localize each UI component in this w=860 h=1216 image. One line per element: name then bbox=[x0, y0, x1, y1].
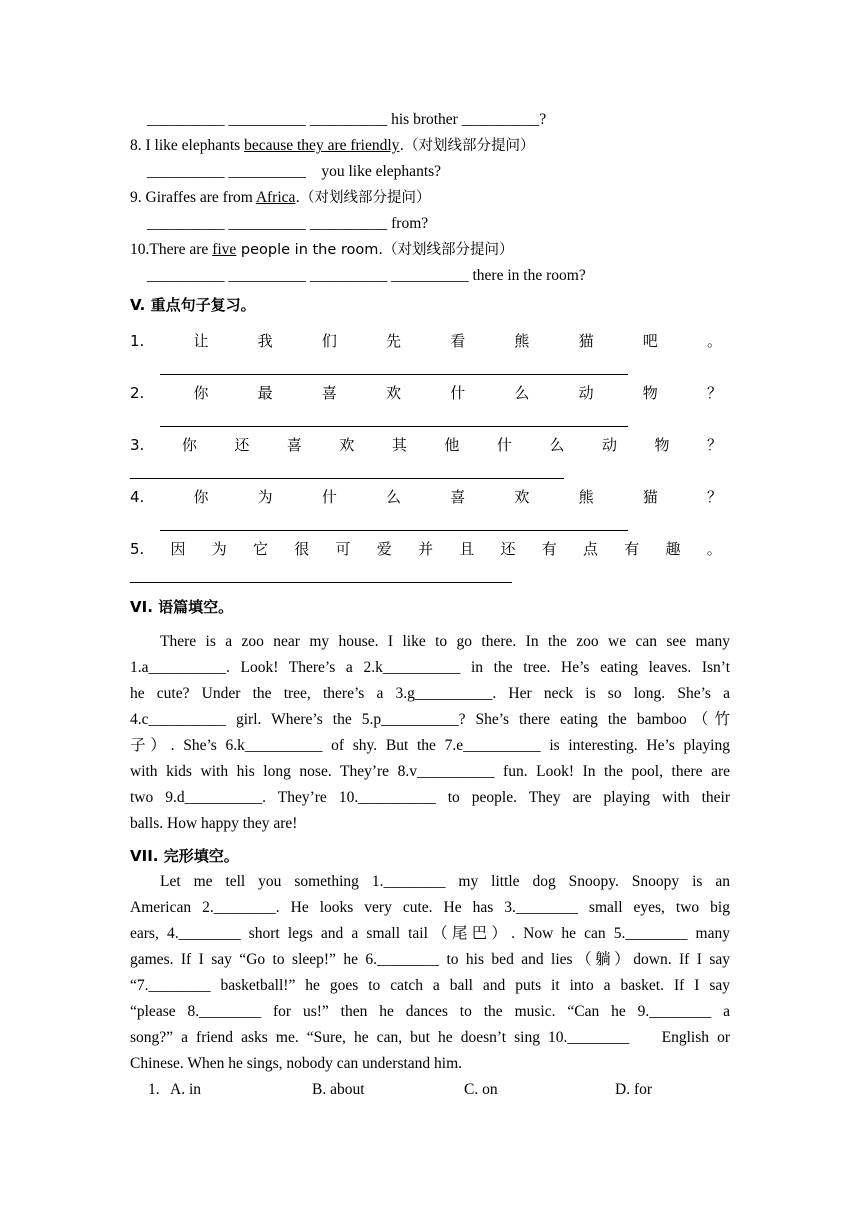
sentence-3 bbox=[130, 432, 722, 458]
sentence-char: 为 bbox=[211, 540, 227, 558]
sentence-number: 2. bbox=[130, 384, 145, 402]
q8-pre-text: I like elephants bbox=[145, 137, 245, 154]
q8-underlined: because they are friendly bbox=[244, 137, 400, 154]
sentence-char: 欢 bbox=[514, 488, 530, 506]
sentence-char: 喜 bbox=[450, 488, 466, 506]
section-v-title: V. 重点句子复习。 bbox=[130, 296, 256, 314]
q9-underlined: Africa bbox=[255, 189, 296, 206]
sentence-char: ？ bbox=[706, 384, 722, 402]
passage-line: he cute? Under the tree, there’s a 3.g__________. Her neck is so long. She’s a bbox=[130, 685, 730, 702]
cloze-line: American 2.________. He looks very cute. He has 3.________ small eyes, two big bbox=[130, 899, 730, 916]
sentence-char: 熊 bbox=[578, 488, 594, 506]
q8-number: 8. bbox=[130, 137, 142, 154]
answer-rule bbox=[160, 530, 628, 531]
cloze-line: Chinese. When he sings, nobody can understand him. bbox=[130, 1055, 463, 1072]
cloze-line: “please 8.________ for us!” then he dances to the music. “Can he 9.________ a bbox=[130, 1003, 730, 1020]
sentence-char: ？ bbox=[706, 436, 722, 454]
answer-rule bbox=[160, 426, 628, 427]
sentence-char: 猫 bbox=[642, 488, 658, 506]
sentence-char: 么 bbox=[514, 384, 530, 402]
sentence-char: 你 bbox=[193, 488, 209, 506]
sentence-char: 猫 bbox=[578, 332, 594, 350]
sentence-char: 趣 bbox=[665, 540, 681, 558]
passage-line: 子）. She’s 6.k__________ of shy. But the 7.e__________ is interesting. He’s playing bbox=[130, 737, 730, 754]
sentence-char: 欢 bbox=[339, 436, 355, 454]
cloze-line: ears, 4.________ short legs and a small tail（尾巴）. Now he can 5.________ many bbox=[130, 925, 730, 942]
option-number: 1. bbox=[148, 1081, 160, 1098]
sentence-number: 3. bbox=[130, 436, 145, 454]
passage-line: balls. How happy they are! bbox=[130, 815, 298, 832]
sentence-char: 什 bbox=[450, 384, 466, 402]
sentence-char: 先 bbox=[386, 332, 402, 350]
q10-answer-line: __________ __________ __________ __________ there in the room? bbox=[147, 267, 586, 284]
q9-question bbox=[130, 185, 730, 211]
q9-pre-text: Giraffes are from bbox=[145, 189, 256, 206]
sentence-char: 喜 bbox=[286, 436, 302, 454]
answer-rule bbox=[160, 374, 628, 375]
sentence-char: 欢 bbox=[386, 384, 402, 402]
q7-answer-line: __________ __________ __________ his brother __________? bbox=[147, 111, 547, 128]
answer-rule bbox=[130, 478, 564, 479]
sentence-char: 有 bbox=[541, 540, 557, 558]
sentence-char: 物 bbox=[642, 384, 658, 402]
q10-pre-text: There are bbox=[149, 241, 213, 258]
sentence-char: 看 bbox=[450, 332, 466, 350]
sentence-4 bbox=[130, 484, 722, 510]
sentence-number: 5. bbox=[130, 540, 145, 558]
sentence-char: 什 bbox=[496, 436, 512, 454]
sentence-char: 还 bbox=[500, 540, 516, 558]
sentence-char: 让 bbox=[193, 332, 209, 350]
sentence-char: 么 bbox=[386, 488, 402, 506]
sentence-char: 点 bbox=[583, 540, 599, 558]
sentence-char: ？ bbox=[706, 488, 722, 506]
passage-line: 1.a__________. Look! There’s a 2.k__________ in the tree. He’s eating leaves. Isn’t bbox=[130, 659, 730, 676]
section-vi-title: VI. 语篇填空。 bbox=[130, 598, 234, 616]
sentence-char: 动 bbox=[578, 384, 594, 402]
answer-rule bbox=[130, 582, 512, 583]
q10-question bbox=[130, 237, 730, 263]
sentence-char: 有 bbox=[624, 540, 640, 558]
sentence-char: 它 bbox=[253, 540, 269, 558]
sentence-char: 动 bbox=[601, 436, 617, 454]
passage-line: two 9.d__________. They’re 10.__________ to people. They are playing with their bbox=[130, 789, 730, 806]
sentence-char: 爱 bbox=[376, 540, 392, 558]
passage-line: with kids with his long nose. They’re 8.v__________ fun. Look! In the pool, there are bbox=[130, 763, 730, 780]
option-c[interactable]: C. on bbox=[464, 1081, 498, 1098]
sentence-2 bbox=[130, 380, 722, 406]
sentence-1 bbox=[130, 328, 722, 354]
sentence-char: 并 bbox=[418, 540, 434, 558]
sentence-char: 们 bbox=[321, 332, 337, 350]
sentence-char: 。 bbox=[706, 332, 722, 350]
sentence-char: 我 bbox=[257, 332, 273, 350]
q8-question bbox=[130, 133, 730, 159]
sentence-char: 喜 bbox=[321, 384, 337, 402]
sentence-char: 他 bbox=[444, 436, 460, 454]
sentence-char: 什 bbox=[321, 488, 337, 506]
q10-underlined: five bbox=[212, 241, 237, 258]
option-d[interactable]: D. for bbox=[615, 1081, 653, 1098]
sentence-char: 吧 bbox=[642, 332, 658, 350]
q9-number: 9. bbox=[130, 189, 142, 206]
passage-line: There is a zoo near my house. I like to go there. In the zoo we can see many bbox=[160, 633, 730, 650]
sentence-char: 很 bbox=[294, 540, 310, 558]
sentence-char: 。 bbox=[706, 540, 722, 558]
passage-line: 4.c__________ girl. Where’s the 5.p__________? She’s there eating the bamboo（竹 bbox=[130, 711, 730, 728]
option-a[interactable]: A. in bbox=[170, 1081, 201, 1098]
q9-answer-line: __________ __________ __________ from? bbox=[147, 215, 429, 232]
sentence-char: 因 bbox=[170, 540, 186, 558]
sentence-char: 你 bbox=[181, 436, 197, 454]
q10-instruction: people in the room.（对划线部分提问） bbox=[236, 242, 514, 258]
sentence-char: 其 bbox=[391, 436, 407, 454]
cloze-line: Let me tell you something 1.________ my little dog Snoopy. Snoopy is an bbox=[160, 873, 730, 890]
sentence-char: 最 bbox=[257, 384, 273, 402]
sentence-number: 1. bbox=[130, 332, 145, 350]
q9-instruction: .（对划线部分提问） bbox=[295, 190, 431, 206]
sentence-char: 为 bbox=[257, 488, 273, 506]
cloze-line: games. If I say “Go to sleep!” he 6.________ to his bed and lies（躺）down. If I say bbox=[130, 951, 730, 968]
q8-answer-line: __________ __________ you like elephants? bbox=[147, 163, 442, 180]
sentence-char: 你 bbox=[193, 384, 209, 402]
sentence-5 bbox=[130, 536, 722, 562]
section-vii-title: VII. 完形填空。 bbox=[130, 847, 239, 865]
cloze-line: “7.________ basketball!” he goes to catch a ball and puts it into a basket. If I say bbox=[130, 977, 730, 994]
sentence-char: 物 bbox=[654, 436, 670, 454]
cloze-line: song?” a friend asks me. “Sure, he can, but he doesn’t sing 10.________ English or bbox=[130, 1029, 730, 1046]
sentence-char: 且 bbox=[459, 540, 475, 558]
option-b[interactable]: B. about bbox=[312, 1081, 365, 1098]
q8-instruction: .（对划线部分提问） bbox=[399, 138, 535, 154]
sentence-char: 还 bbox=[234, 436, 250, 454]
sentence-char: 可 bbox=[335, 540, 351, 558]
sentence-char: 么 bbox=[549, 436, 565, 454]
sentence-char: 熊 bbox=[514, 332, 530, 350]
q10-number: 10. bbox=[130, 241, 150, 258]
sentence-number: 4. bbox=[130, 488, 145, 506]
